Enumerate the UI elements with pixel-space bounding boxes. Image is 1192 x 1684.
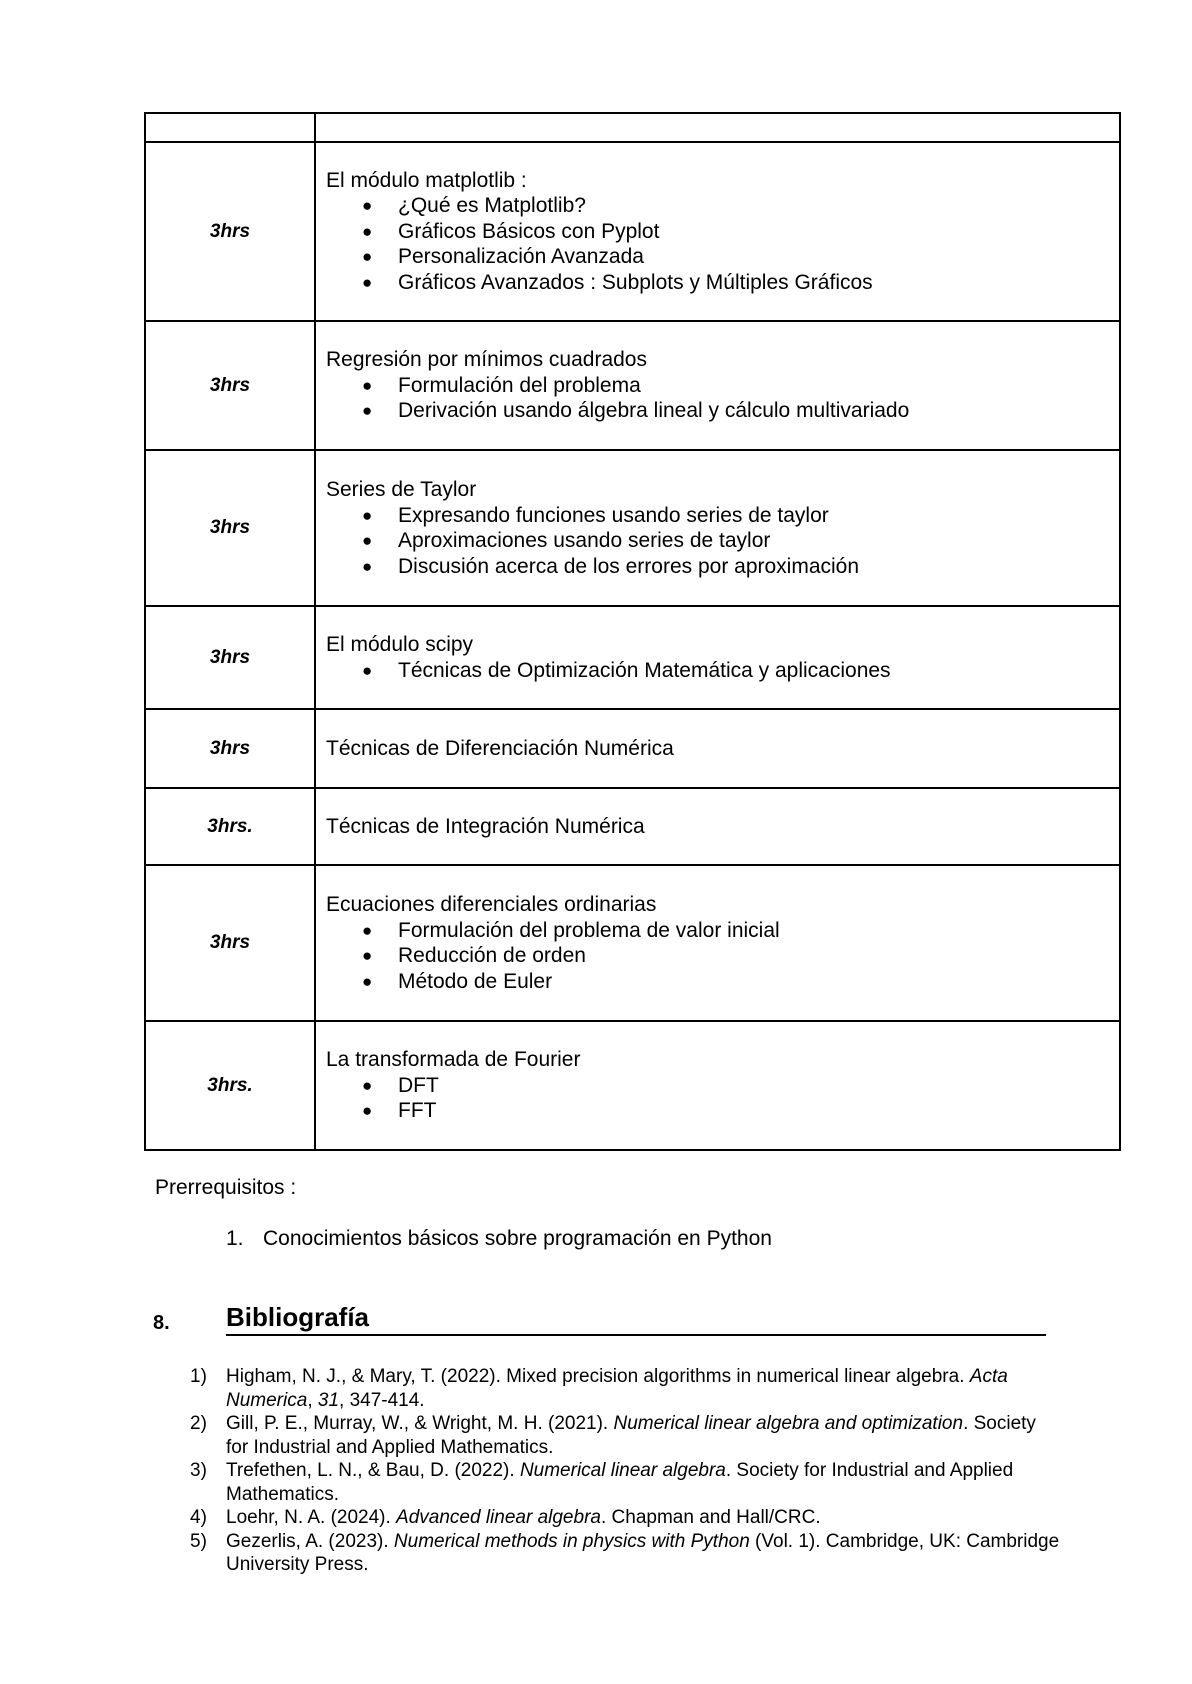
bullet-text: Expresando funciones usando series de taylor xyxy=(398,503,829,527)
list-item xyxy=(326,658,1109,684)
table-row xyxy=(145,606,1120,709)
prerequisites-title: Prerrequisitos : xyxy=(155,1176,297,1199)
syllabus-table xyxy=(144,112,1121,1151)
topic-title: La transformada de Fourier xyxy=(326,1048,581,1072)
bibliography-entry xyxy=(190,1459,1060,1506)
entry-number: 4) xyxy=(190,1507,207,1528)
table-row xyxy=(145,1021,1120,1150)
entry-title: Numerical linear algebra xyxy=(519,1460,726,1481)
topic-cell xyxy=(315,142,1120,321)
table-header-row xyxy=(145,113,1120,142)
entry-title: Numerical linear algebra and optimization xyxy=(613,1413,964,1434)
topic-title: El módulo matplotlib : xyxy=(326,168,527,192)
entry-number: 3) xyxy=(190,1460,207,1481)
table-row xyxy=(145,450,1120,606)
hours-cell: 3hrs. xyxy=(145,788,315,865)
topic-cell xyxy=(315,606,1120,709)
list-item xyxy=(326,918,1109,944)
bullet-text: Formulación del problema de valor inicial xyxy=(398,918,780,942)
entry-number: 5) xyxy=(190,1530,207,1552)
topic-cell xyxy=(315,865,1120,1021)
table-row xyxy=(145,709,1120,788)
entry-number: 1) xyxy=(190,1366,207,1387)
topic-title: Ecuaciones diferenciales ordinarias xyxy=(326,893,657,916)
list-item xyxy=(326,244,1109,270)
prerequisite-text: Conocimientos básicos sobre programación en Python xyxy=(263,1227,772,1250)
topic-bullet-list xyxy=(326,373,1109,424)
topic-cell xyxy=(315,709,1120,788)
entry-text: Higham, N. J., & Mary, T. (2022). Mixed precision algorithms in numerical linear algebra. xyxy=(226,1366,970,1387)
topic-bullet-list xyxy=(326,193,1109,295)
bibliography-entry xyxy=(190,1530,1060,1577)
bibliography-entry xyxy=(190,1412,1060,1459)
topic-bullet-list xyxy=(326,658,1109,684)
entry-text: . Society for Industrial and Applied Mathematics. xyxy=(226,1413,1036,1458)
bibliography-list xyxy=(190,1365,1060,1577)
bullet-text: Método de Euler xyxy=(398,969,553,993)
list-item xyxy=(326,969,1109,995)
entry-volume: 31 xyxy=(317,1389,340,1411)
hours-cell: 3hrs xyxy=(145,606,315,709)
topic-title: El módulo scipy xyxy=(326,633,474,656)
table-row xyxy=(145,865,1120,1021)
list-item xyxy=(326,373,1109,399)
bullet-icon: ● xyxy=(362,946,373,965)
list-item xyxy=(326,1098,1109,1124)
bullet-text: Discusión acerca de los errores por aproximación xyxy=(398,554,860,578)
list-item xyxy=(326,398,1109,424)
bullet-icon: ● xyxy=(362,505,373,525)
topic-cell xyxy=(315,1021,1120,1150)
hours-cell: 3hrs xyxy=(145,321,315,450)
bullet-text: ¿Qué es Matplotlib? xyxy=(398,194,586,218)
bullet-text: DFT xyxy=(398,1073,439,1097)
topic-title: Técnicas de Integración Numérica xyxy=(326,814,645,838)
table-row xyxy=(145,788,1120,865)
topic-cell xyxy=(315,788,1120,865)
bullet-icon: ● xyxy=(362,221,373,241)
bullet-text: Reducción de orden xyxy=(398,944,586,967)
topic-bullet-list xyxy=(326,1073,1109,1124)
bullet-icon: ● xyxy=(362,920,373,940)
bullet-text: Técnicas de Optimización Matemática y aplicaciones xyxy=(398,658,891,682)
topic-cell xyxy=(315,450,1120,606)
bullet-icon: ● xyxy=(362,660,373,680)
entry-text: Gill, P. E., Murray, W., & Wright, M. H. (2021). xyxy=(226,1413,614,1434)
entry-text: Gezerlis, A. (2023). xyxy=(226,1530,394,1552)
bullet-text: Personalización Avanzada xyxy=(398,245,644,269)
entry-title: Numerical methods in physics with Python xyxy=(393,1530,750,1552)
bullet-icon: ● xyxy=(362,556,373,576)
bibliography-entry xyxy=(190,1365,1060,1412)
list-item xyxy=(326,503,1109,529)
header-cell-topic xyxy=(315,113,1120,142)
entry-text: . Chapman and Hall/CRC. xyxy=(600,1507,821,1528)
entry-text: Trefethen, L. N., & Bau, D. (2022). xyxy=(226,1460,520,1481)
entry-text: . Society for Industrial and Applied Mathematics. xyxy=(226,1460,1014,1505)
list-item xyxy=(326,554,1109,580)
bullet-icon: ● xyxy=(362,196,373,216)
prerequisite-item xyxy=(226,1227,772,1251)
bullet-icon: ● xyxy=(362,375,373,395)
list-item xyxy=(326,528,1109,554)
list-item xyxy=(326,219,1109,245)
section-title: Bibliografía xyxy=(226,1302,1046,1336)
hours-cell: 3hrs xyxy=(145,142,315,321)
hours-cell: 3hrs xyxy=(145,450,315,606)
entry-title: Acta Numerica xyxy=(226,1366,1008,1411)
topic-title: Regresión por mínimos cuadrados xyxy=(326,348,647,372)
prerequisite-number: 1. xyxy=(226,1227,244,1250)
entry-number: 2) xyxy=(190,1413,207,1434)
bullet-text: Gráficos Avanzados : Subplots y Múltiples Gráficos xyxy=(398,270,873,294)
bullet-text: Formulación del problema xyxy=(398,373,641,397)
hours-cell: 3hrs. xyxy=(145,1021,315,1150)
entry-title: Advanced linear algebra xyxy=(396,1507,601,1528)
list-item xyxy=(326,943,1109,969)
list-item xyxy=(326,193,1109,219)
bullet-text: FFT xyxy=(398,1099,437,1123)
list-item xyxy=(326,1073,1109,1099)
hours-cell: 3hrs xyxy=(145,865,315,1021)
list-item xyxy=(326,270,1109,296)
topic-bullet-list xyxy=(326,503,1109,580)
topic-title: Técnicas de Diferenciación Numérica xyxy=(326,736,674,760)
bibliography-entry xyxy=(190,1506,1060,1530)
bullet-icon: ● xyxy=(362,272,373,292)
entry-text: (Vol. 1). Cambridge, UK: Cambridge University Press. xyxy=(226,1530,1060,1575)
hours-cell: 3hrs xyxy=(145,709,315,788)
bullet-icon: ● xyxy=(362,401,373,421)
entry-text: , 347-414. xyxy=(339,1389,425,1411)
bullet-icon: ● xyxy=(362,531,373,550)
bullet-icon: ● xyxy=(362,1101,373,1121)
bullet-text: Derivación usando álgebra lineal y cálculo multivariado xyxy=(398,399,910,423)
bullet-icon: ● xyxy=(362,1075,373,1095)
bullet-icon: ● xyxy=(362,247,373,267)
table-row xyxy=(145,142,1120,321)
bullet-text: Aproximaciones usando series de taylor xyxy=(398,529,771,552)
bullet-icon: ● xyxy=(362,971,373,991)
topic-bullet-list xyxy=(326,918,1109,995)
topic-title: Series de Taylor xyxy=(326,478,477,501)
table-row xyxy=(145,321,1120,450)
entry-text: Loehr, N. A. (2024). xyxy=(226,1507,397,1528)
bullet-text: Gráficos Básicos con Pyplot xyxy=(398,219,660,243)
section-number: 8. xyxy=(153,1312,170,1334)
entry-text: , xyxy=(307,1389,318,1411)
header-cell-hours xyxy=(145,113,315,142)
topic-cell xyxy=(315,321,1120,450)
